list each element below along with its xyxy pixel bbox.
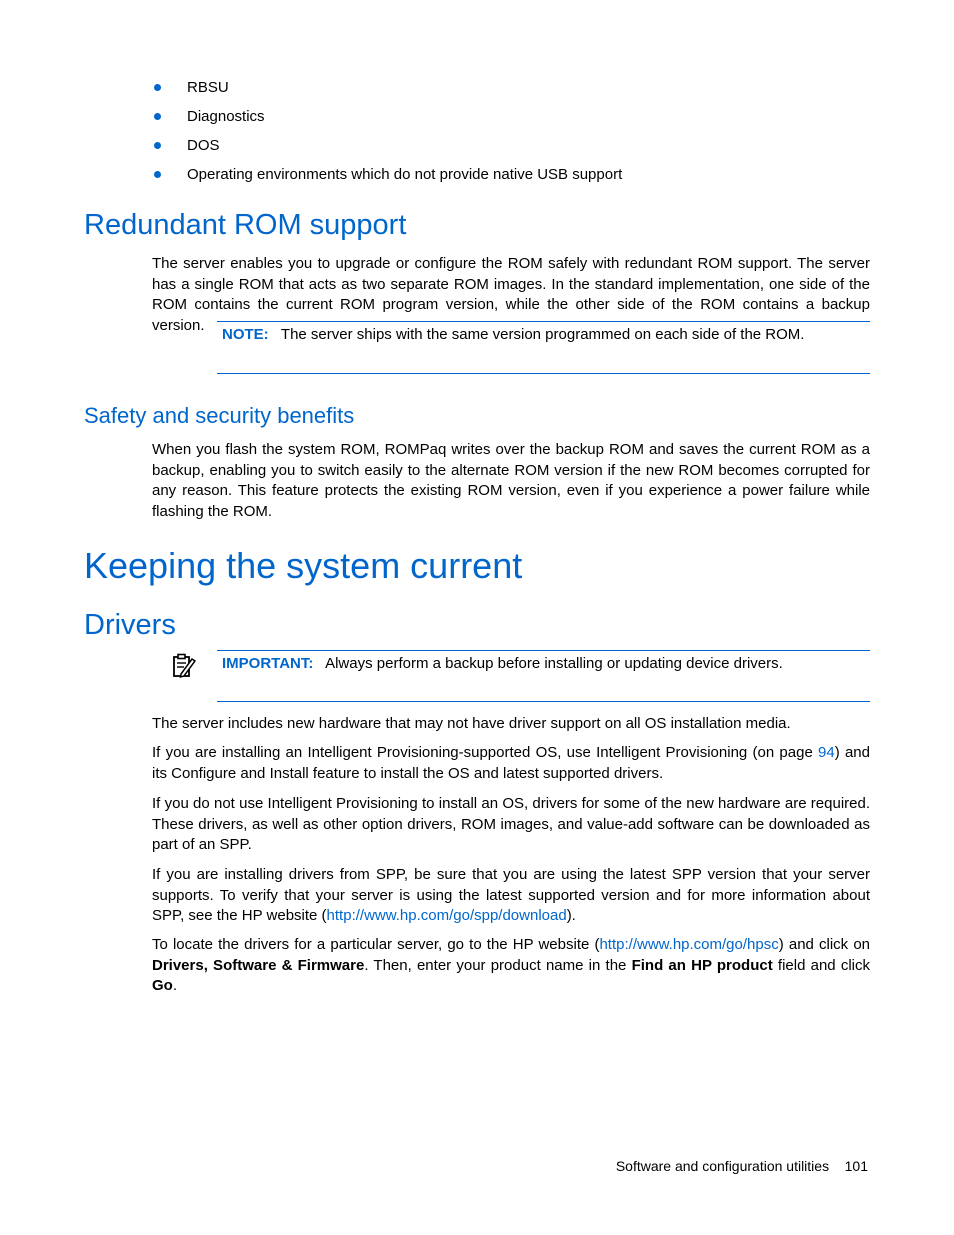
list-item (187, 102, 887, 131)
drivers-paragraph-5 (152, 935, 870, 997)
list-item-text: Diagnostics (187, 108, 265, 125)
drivers-paragraph-3: If you do not use Intelligent Provisioning to install an OS, drivers for some of the new hardware are required. These drivers, as well as other option drivers, ROM images, and value-add software can be downloaded as part of an SPP. (152, 795, 870, 853)
drivers-software-firmware-term: Drivers, Software & Firmware (152, 956, 365, 974)
drivers-paragraph-4 (152, 865, 870, 927)
drivers-paragraph-2 (152, 743, 870, 784)
page-footer (616, 1158, 868, 1174)
important-label: IMPORTANT: (222, 655, 314, 672)
feature-bullet-list (187, 73, 887, 189)
bullet-icon (154, 84, 161, 91)
note-callout (222, 325, 870, 345)
bullet-icon (154, 113, 161, 120)
redundant-rom-paragraph: The server enables you to upgrade or configure the ROM safely with redundant ROM support. The server has a single ROM that acts as two separate ROM images. In the standard implementation, one side of the ROM contains the current ROM program version, while the other side of the ROM contains a backup version. (152, 255, 870, 334)
chapter-heading-keeping-current: Keeping the system current (84, 545, 523, 586)
section-heading-drivers: Drivers (84, 609, 176, 641)
note-text: The server ships with the same version programmed on each side of the ROM. (280, 326, 805, 343)
find-hp-product-term: Find an HP product (631, 956, 773, 974)
footer-page-number: 101 (844, 1158, 868, 1174)
important-top-rule (217, 650, 870, 651)
important-text: Always perform a backup before installing or updating device drivers. (325, 655, 783, 672)
go-term: Go (152, 977, 173, 994)
list-item-text: DOS (187, 137, 220, 154)
hpsc-link[interactable]: http://www.hp.com/go/hpsc (599, 936, 779, 953)
spp-download-link[interactable]: http://www.hp.com/go/spp/download (326, 907, 567, 924)
list-item (187, 160, 887, 189)
drivers-paragraph-4-text-a: If you are installing drivers from SPP, be sure that you are using the latest SPP version that your server supports. To verify that your server is using the latest supported version and for more information about SPP, see the HP website ( (152, 866, 870, 924)
list-item-text: RBSU (187, 79, 229, 96)
important-callout (222, 654, 870, 674)
drivers-paragraph-5-text-a: To locate the drivers for a particular server, go to the HP website ( (152, 936, 600, 953)
page-link-94[interactable]: 94 (818, 744, 835, 761)
drivers-paragraph-1: The server includes new hardware that may not have driver support on all OS installation media. (152, 715, 791, 732)
drivers-paragraph-5-text-b: ) and click on (778, 936, 870, 953)
drivers-paragraph-2-text-b: ) and its Configure and Install feature to install the OS and latest supported drivers. (152, 744, 870, 782)
list-item (187, 131, 887, 160)
list-item (187, 73, 887, 102)
safety-paragraph: When you flash the system ROM, ROMPaq writes over the backup ROM and saves the current ROM as a backup, enabling you to switch easily to the alternate ROM version if the new ROM becomes corrupted for any reason. This feature protects the existing ROM version, even if you experience a power failure while flashing the ROM. (152, 441, 870, 520)
drivers-paragraph-5-text-e: . (172, 977, 178, 994)
note-top-rule (217, 321, 870, 322)
list-item-text: Operating environments which do not provide native USB support (187, 166, 623, 183)
bullet-icon (154, 142, 161, 149)
drivers-paragraph-5-text-d: field and click (772, 956, 871, 974)
section-heading-redundant-rom: Redundant ROM support (84, 209, 407, 241)
drivers-paragraph-2-text-a: If you are installing an Intelligent Provisioning-supported OS, use Intelligent Provisioning (on page (152, 744, 819, 761)
important-bottom-rule (217, 701, 870, 702)
footer-section-title: Software and configuration utilities (615, 1158, 830, 1174)
important-clipboard-icon (171, 653, 197, 679)
bullet-icon (154, 171, 161, 178)
drivers-paragraph-4-text-b: ). (566, 907, 576, 924)
note-bottom-rule (217, 373, 870, 374)
drivers-paragraph-5-text-c: . Then, enter your product name in the (364, 956, 632, 974)
note-label: NOTE: (222, 326, 269, 343)
subsection-heading-safety: Safety and security benefits (84, 403, 355, 428)
